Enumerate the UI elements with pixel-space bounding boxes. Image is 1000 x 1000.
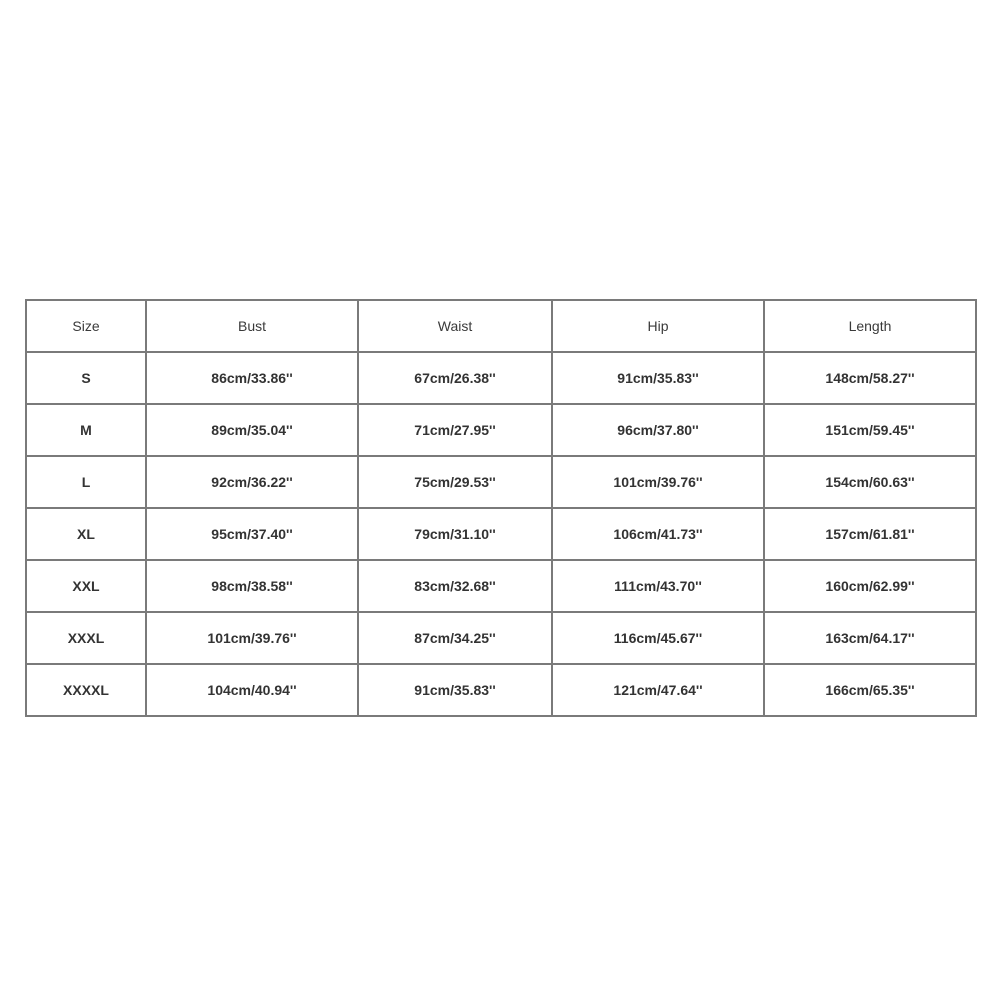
bust-cell: 95cm/37.40'': [146, 508, 358, 560]
length-cell: 157cm/61.81'': [764, 508, 976, 560]
hip-cell: 121cm/47.64'': [552, 664, 764, 716]
header-waist: Waist: [358, 300, 552, 352]
bust-cell: 89cm/35.04'': [146, 404, 358, 456]
size-cell: XXXXL: [26, 664, 146, 716]
length-cell: 148cm/58.27'': [764, 352, 976, 404]
hip-cell: 111cm/43.70'': [552, 560, 764, 612]
waist-cell: 79cm/31.10'': [358, 508, 552, 560]
header-bust: Bust: [146, 300, 358, 352]
length-cell: 154cm/60.63'': [764, 456, 976, 508]
hip-cell: 96cm/37.80'': [552, 404, 764, 456]
table-row: [26, 612, 976, 664]
table-row: [26, 404, 976, 456]
size-cell: L: [26, 456, 146, 508]
waist-cell: 71cm/27.95'': [358, 404, 552, 456]
bust-cell: 101cm/39.76'': [146, 612, 358, 664]
size-cell: XL: [26, 508, 146, 560]
waist-cell: 91cm/35.83'': [358, 664, 552, 716]
table-row: [26, 352, 976, 404]
size-cell: XXL: [26, 560, 146, 612]
header-size: Size: [26, 300, 146, 352]
length-cell: 166cm/65.35'': [764, 664, 976, 716]
hip-cell: 106cm/41.73'': [552, 508, 764, 560]
hip-cell: 91cm/35.83'': [552, 352, 764, 404]
table-row: [26, 560, 976, 612]
length-cell: 163cm/64.17'': [764, 612, 976, 664]
length-cell: 160cm/62.99'': [764, 560, 976, 612]
table-row: [26, 456, 976, 508]
bust-cell: 104cm/40.94'': [146, 664, 358, 716]
bust-cell: 92cm/36.22'': [146, 456, 358, 508]
size-cell: S: [26, 352, 146, 404]
waist-cell: 75cm/29.53'': [358, 456, 552, 508]
waist-cell: 87cm/34.25'': [358, 612, 552, 664]
hip-cell: 101cm/39.76'': [552, 456, 764, 508]
table-row: [26, 508, 976, 560]
size-cell: XXXL: [26, 612, 146, 664]
length-cell: 151cm/59.45'': [764, 404, 976, 456]
bust-cell: 98cm/38.58'': [146, 560, 358, 612]
hip-cell: 116cm/45.67'': [552, 612, 764, 664]
waist-cell: 83cm/32.68'': [358, 560, 552, 612]
waist-cell: 67cm/26.38'': [358, 352, 552, 404]
size-chart-table: [25, 299, 977, 717]
bust-cell: 86cm/33.86'': [146, 352, 358, 404]
header-length: Length: [764, 300, 976, 352]
size-cell: M: [26, 404, 146, 456]
header-hip: Hip: [552, 300, 764, 352]
table-row: [26, 664, 976, 716]
header-row: [26, 300, 976, 352]
